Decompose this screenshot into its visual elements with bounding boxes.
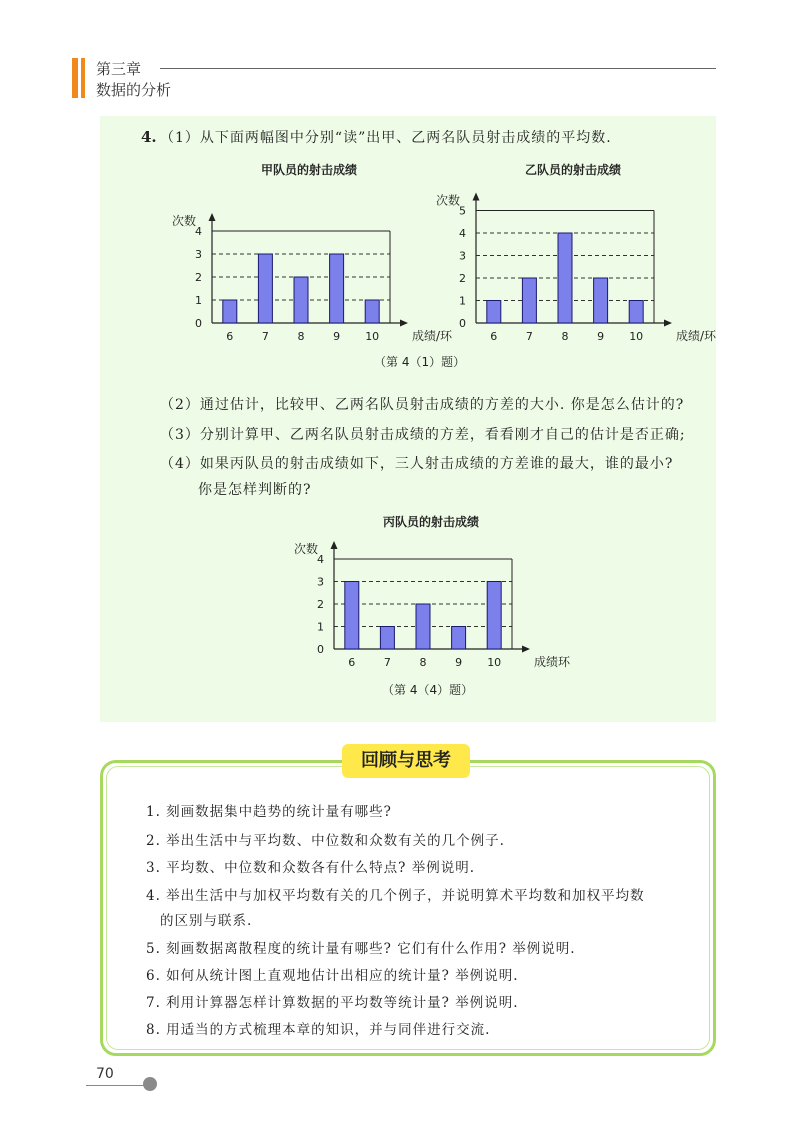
- review-item: 5. 刻画数据离散程度的统计量有哪些? 它们有什么作用? 举例说明.: [146, 941, 576, 957]
- bar: [258, 254, 272, 323]
- header-rule: [160, 68, 716, 69]
- x-tick-label: 7: [261, 330, 269, 343]
- review-item: 3. 平均数、中位数和众数各有什么特点? 举例说明.: [146, 860, 475, 876]
- x-axis-label: 成绩/环: [412, 329, 453, 343]
- chart-jia: [150, 150, 453, 350]
- y-tick-label: 2: [317, 598, 324, 611]
- y-axis-label: 次数: [436, 193, 461, 208]
- x-axis-label: 成绩/环: [676, 329, 717, 343]
- y-tick-label: 1: [459, 294, 466, 308]
- x-tick-label: 6: [490, 330, 498, 343]
- review-title: 回顾与思考: [342, 744, 470, 778]
- review-item: 1. 刻画数据集中趋势的统计量有哪些?: [146, 804, 392, 820]
- question-part3: （3）分别计算甲、乙两名队员射击成绩的方差，看看刚才自己的估计是否正确;: [160, 427, 686, 443]
- review-item-continuation: 的区别与联系.: [160, 913, 253, 929]
- x-tick-label: 9: [597, 330, 605, 343]
- bar: [594, 278, 608, 323]
- bar: [223, 300, 237, 323]
- question-part4-line2: 你是怎样判断的?: [198, 482, 312, 498]
- x-tick-label: 8: [561, 330, 569, 343]
- chart-title: 甲队员的射击成绩: [260, 163, 358, 177]
- bar: [522, 278, 536, 323]
- figure-caption-4: （第 4（4）题）: [382, 683, 474, 697]
- review-item: 2. 举出生活中与平均数、中位数和众数有关的几个例子.: [146, 833, 505, 849]
- chapter-title: 数据的分析: [96, 81, 172, 99]
- bar: [487, 301, 501, 324]
- x-tick-label: 6: [348, 656, 356, 669]
- header-accent-bar: [72, 58, 78, 98]
- x-tick-label: 9: [333, 330, 341, 343]
- x-tick-label: 8: [419, 656, 427, 669]
- y-tick-label: 0: [317, 643, 324, 656]
- header-accent-bar-thin: [81, 58, 85, 98]
- bar: [629, 301, 643, 324]
- x-tick-label: 8: [297, 330, 305, 343]
- x-axis-label: 成绩环: [534, 655, 571, 669]
- y-tick-label: 0: [195, 317, 202, 330]
- page-number-rule: [86, 1085, 146, 1086]
- bar: [345, 582, 359, 650]
- y-tick-label: 0: [459, 317, 466, 330]
- question-part2: （2）通过估计，比较甲、乙两名队员射击成绩的方差的大小. 你是怎么估计的?: [160, 397, 685, 413]
- y-tick-label: 3: [195, 248, 202, 261]
- bar: [365, 300, 379, 323]
- y-axis-label: 次数: [294, 542, 319, 556]
- x-tick-label: 10: [365, 330, 380, 343]
- y-axis-arrow-icon: [209, 213, 216, 221]
- y-tick-label: 2: [195, 271, 202, 284]
- y-tick-label: 4: [459, 227, 466, 240]
- bar: [416, 604, 430, 649]
- y-tick-label: 1: [317, 620, 324, 634]
- bar: [452, 627, 466, 650]
- chapter-label: 第三章: [96, 60, 142, 78]
- y-tick-label: 2: [459, 272, 466, 285]
- bar: [294, 277, 308, 323]
- question-number: 4.: [141, 128, 157, 146]
- x-tick-label: 10: [487, 656, 502, 669]
- y-tick-label: 3: [317, 575, 324, 589]
- y-axis-arrow-icon: [473, 193, 480, 201]
- question-part4-line1: （4）如果丙队员的射击成绩如下，三人射击成绩的方差谁的最大，谁的最小?: [160, 456, 674, 472]
- x-tick-label: 7: [383, 656, 391, 669]
- page-dot-icon: [143, 1077, 157, 1091]
- y-axis-arrow-icon: [331, 541, 338, 549]
- x-tick-label: 9: [455, 656, 463, 669]
- x-axis-arrow-icon: [664, 320, 672, 327]
- y-tick-label: 4: [195, 225, 202, 238]
- x-tick-label: 6: [226, 330, 234, 343]
- chart-yi: [420, 150, 717, 350]
- x-axis-arrow-icon: [400, 320, 408, 327]
- y-tick-label: 4: [317, 553, 324, 566]
- page-number: 70: [96, 1066, 114, 1082]
- review-item: 4. 举出生活中与加权平均数有关的几个例子，并说明算术平均数和加权平均数: [146, 888, 645, 904]
- question-part1: （1）从下面两幅图中分别“读”出甲、乙两名队员射击成绩的平均数.: [160, 130, 612, 146]
- bar: [558, 233, 572, 323]
- y-tick-label: 3: [459, 249, 466, 263]
- figure-caption-1: （第 4（1）题）: [374, 355, 466, 369]
- review-item: 6. 如何从统计图上直观地估计出相应的统计量? 举例说明.: [146, 968, 519, 984]
- bar: [487, 582, 501, 650]
- x-axis-arrow-icon: [522, 646, 530, 653]
- y-axis-label: 次数: [172, 214, 197, 228]
- chart-title: 乙队员的射击成绩: [524, 163, 622, 177]
- x-tick-label: 10: [629, 330, 644, 343]
- chart-bing: [280, 508, 570, 678]
- bar: [330, 254, 344, 323]
- chart-title: 丙队员的射击成绩: [382, 515, 480, 529]
- review-item: 7. 利用计算器怎样计算数据的平均数等统计量? 举例说明.: [146, 995, 519, 1011]
- bar: [380, 627, 394, 650]
- y-tick-label: 5: [459, 204, 466, 218]
- x-tick-label: 7: [525, 330, 533, 343]
- y-tick-label: 1: [195, 294, 202, 307]
- review-item: 8. 用适当的方式梳理本章的知识，并与同伴进行交流.: [146, 1022, 491, 1038]
